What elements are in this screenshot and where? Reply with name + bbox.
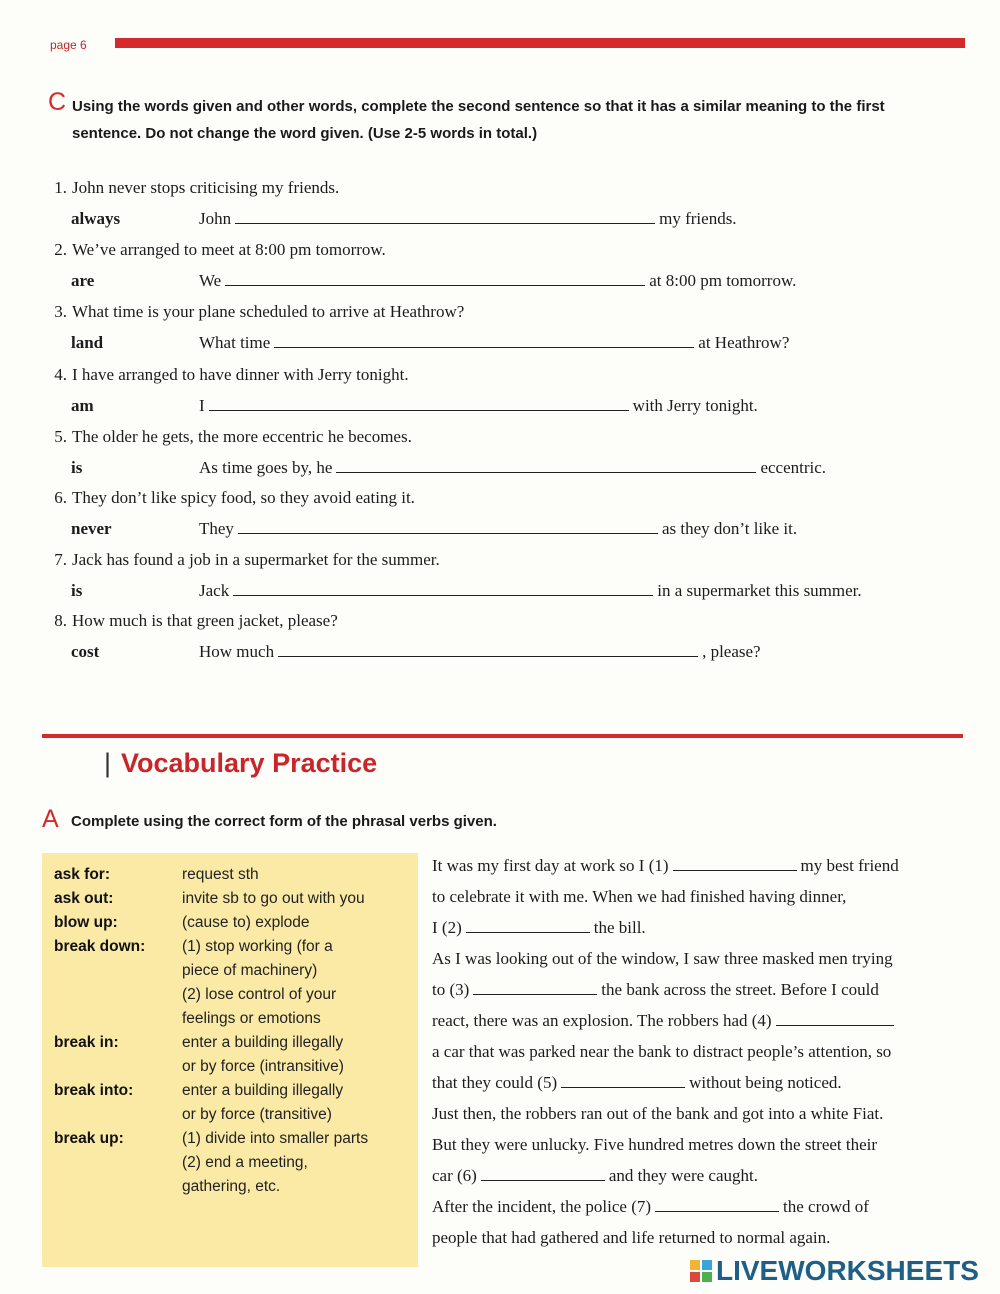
- answer-blank[interactable]: [673, 854, 797, 871]
- definition-line: (2) lose control of your: [182, 986, 337, 1003]
- answer-blank[interactable]: [466, 916, 590, 933]
- definition-line: (1) stop working (for a: [182, 938, 333, 955]
- glossary-definition: [182, 911, 414, 935]
- story-line: After the incident, the police (7) the crowd of: [432, 1197, 869, 1216]
- glossary-entry: [54, 935, 414, 1031]
- answer-line: [40, 203, 960, 234]
- glossary-entry: [54, 1079, 414, 1127]
- section-a-instruction: Complete using the correct form of the phrasal verbs given.: [71, 813, 497, 830]
- liveworksheets-logo: LIVEWORKSHEETS: [690, 1255, 979, 1287]
- story-line: that they could (5) without being noticed.: [432, 1073, 842, 1092]
- definition-line: or by force (intransitive): [182, 1058, 344, 1075]
- story-line: a car that was parked near the bank to distract people’s attention, so: [432, 1042, 892, 1061]
- story-line: react, there was an explosion. The robbers had (4): [432, 1005, 972, 1036]
- story-line: people that had gathered and life returned to normal again.: [432, 1228, 831, 1247]
- answer-row: [199, 390, 758, 421]
- answer-end: , please?: [702, 642, 761, 661]
- story-line: car (6) and they were caught.: [432, 1166, 758, 1185]
- section-divider: [42, 734, 963, 738]
- question-sentence: [40, 359, 960, 390]
- section-a-header: [42, 805, 497, 833]
- keyword: is: [71, 581, 83, 600]
- glossary-entry: [54, 1031, 414, 1079]
- section-c-header: [48, 88, 928, 147]
- answer-blank[interactable]: [336, 456, 756, 473]
- answer-line: [40, 327, 960, 358]
- definition-line: piece of machinery): [182, 962, 318, 979]
- answer-line: [40, 265, 960, 296]
- answer-blank[interactable]: [776, 1009, 894, 1026]
- definition-line: (cause to) explode: [182, 914, 310, 931]
- question-sentence: [40, 234, 960, 265]
- question-number: 8.: [54, 611, 67, 630]
- answer-end: eccentric.: [760, 458, 827, 477]
- definition-line: gathering, etc.: [182, 1178, 281, 1195]
- glossary-term: ask for:: [54, 866, 110, 883]
- definition-line: (2) end a meeting,: [182, 1154, 308, 1171]
- answer-end: my friends.: [659, 209, 737, 228]
- section-letter: C: [48, 88, 67, 116]
- definition-line: enter a building illegally: [182, 1034, 344, 1051]
- question-number: 4.: [54, 365, 67, 384]
- answer-start: What time: [199, 333, 271, 352]
- question-number: 2.: [54, 240, 67, 259]
- question-sentence: [40, 605, 960, 636]
- page-number: page 6: [50, 38, 87, 52]
- answer-row: [199, 265, 796, 296]
- question-item: [40, 359, 960, 421]
- question-sentence: [40, 296, 960, 327]
- question-sentence: [40, 172, 960, 203]
- answer-line: [40, 513, 960, 544]
- answer-row: [199, 575, 862, 606]
- answer-row: [199, 513, 797, 544]
- answer-blank[interactable]: [655, 1195, 779, 1212]
- glossary-term: break in:: [54, 1034, 119, 1051]
- question-sentence: [40, 482, 960, 513]
- question-text: Jack has found a job in a supermarket for the summer.: [72, 550, 440, 569]
- answer-start: How much: [199, 642, 275, 661]
- story-line: Just then, the robbers ran out of the bank and got into a white Fiat.: [432, 1104, 884, 1123]
- answer-end: at Heathrow?: [698, 333, 790, 352]
- story-line: to celebrate it with me. When we had finished having dinner,: [432, 887, 847, 906]
- answer-start: As time goes by, he: [199, 458, 333, 477]
- phrasal-verb-glossary: [42, 853, 418, 1267]
- glossary-term: break up:: [54, 1130, 124, 1147]
- question-number: 5.: [54, 427, 67, 446]
- keyword: cost: [71, 642, 100, 661]
- answer-blank[interactable]: [561, 1071, 685, 1088]
- glossary-definition: [182, 1031, 414, 1079]
- question-item: [40, 296, 960, 358]
- answer-line: [40, 636, 960, 667]
- definition-line: request sth: [182, 866, 259, 883]
- story-text: [432, 850, 972, 1253]
- keyword: never: [71, 519, 112, 538]
- story-line: to (3) the bank across the street. Before I could: [432, 980, 879, 999]
- glossary-definition: [182, 1127, 414, 1199]
- question-number: 3.: [54, 302, 67, 321]
- answer-blank[interactable]: [235, 207, 655, 224]
- answer-end: in a supermarket this summer.: [657, 581, 862, 600]
- glossary-term: blow up:: [54, 914, 118, 931]
- keyword: are: [71, 271, 95, 290]
- answer-blank[interactable]: [278, 640, 698, 657]
- answer-end: with Jerry tonight.: [632, 396, 758, 415]
- vocabulary-title: | Vocabulary Practice: [104, 748, 378, 778]
- question-item: [40, 544, 960, 606]
- question-text: How much is that green jacket, please?: [72, 611, 338, 630]
- glossary-entry: [54, 911, 414, 935]
- question-text: The older he gets, the more eccentric he becomes.: [72, 427, 412, 446]
- answer-blank[interactable]: [481, 1164, 605, 1181]
- answer-row: [199, 327, 789, 358]
- question-text: We’ve arranged to meet at 8:00 pm tomorrow.: [72, 240, 386, 259]
- question-number: 1.: [54, 178, 67, 197]
- story-line: As I was looking out of the window, I saw three masked men trying: [432, 949, 893, 968]
- header-rule: [115, 38, 965, 48]
- glossary-definition: [182, 887, 414, 911]
- question-text: I have arranged to have dinner with Jerry tonight.: [72, 365, 409, 384]
- question-number: 7.: [54, 550, 67, 569]
- question-text: They don’t like spicy food, so they avoid eating it.: [72, 488, 415, 507]
- story-line: But they were unlucky. Five hundred metres down the street their: [432, 1135, 878, 1154]
- question-item: [40, 605, 960, 667]
- question-sentence: [40, 421, 960, 452]
- answer-line: [40, 452, 960, 483]
- glossary-term: ask out:: [54, 890, 114, 907]
- story-line: It was my first day at work so I (1) my best friend: [432, 856, 899, 875]
- glossary-definition: [182, 1079, 414, 1127]
- keyword: land: [71, 333, 104, 352]
- question-item: [40, 482, 960, 544]
- answer-row: [199, 203, 737, 234]
- question-number: 6.: [54, 488, 67, 507]
- glossary-term: break down:: [54, 938, 146, 955]
- question-item: [40, 421, 960, 483]
- answer-blank[interactable]: [473, 978, 597, 995]
- question-sentence: [40, 544, 960, 575]
- answer-end: at 8:00 pm tomorrow.: [649, 271, 797, 290]
- answer-start: Jack: [199, 581, 230, 600]
- answer-line: [40, 390, 960, 421]
- section-c-instruction: Using the words given and other words, complete the second sentence so that it has a similar meaning to the first sentence. Do not change the word given. (Use 2-5 words in total.): [72, 98, 885, 142]
- keyword: always: [71, 209, 121, 228]
- glossary-definition: [182, 935, 414, 1031]
- answer-start: I: [199, 396, 205, 415]
- answer-start: They: [199, 519, 234, 538]
- answer-row: [199, 452, 826, 483]
- definition-line: or by force (transitive): [182, 1106, 332, 1123]
- definition-line: (1) divide into smaller parts: [182, 1130, 369, 1147]
- glossary-entry: [54, 887, 414, 911]
- definition-line: invite sb to go out with you: [182, 890, 365, 907]
- answer-start: We: [199, 271, 222, 290]
- question-item: [40, 234, 960, 296]
- logo-mark-icon: [690, 1260, 712, 1282]
- answer-blank[interactable]: [209, 394, 629, 411]
- glossary-term: break into:: [54, 1082, 134, 1099]
- answer-blank[interactable]: [225, 269, 645, 286]
- question-text: What time is your plane scheduled to arrive at Heathrow?: [72, 302, 465, 321]
- answer-end: as they don’t like it.: [661, 519, 798, 538]
- question-item: [40, 172, 960, 234]
- story-line: I (2) the bill.: [432, 918, 646, 937]
- glossary-entry: [54, 1127, 414, 1199]
- section-letter: A: [42, 805, 59, 833]
- glossary-definition: [182, 863, 414, 887]
- keyword: is: [71, 458, 83, 477]
- answer-blank[interactable]: [274, 331, 694, 348]
- answer-blank[interactable]: [238, 517, 658, 534]
- keyword: am: [71, 396, 94, 415]
- answer-blank[interactable]: [233, 579, 653, 596]
- glossary-entry: [54, 863, 414, 887]
- definition-line: enter a building illegally: [182, 1082, 344, 1099]
- definition-line: feelings or emotions: [182, 1010, 321, 1027]
- answer-start: John: [199, 209, 232, 228]
- answer-line: [40, 575, 960, 606]
- question-text: John never stops criticising my friends.: [72, 178, 340, 197]
- answer-row: [199, 636, 761, 667]
